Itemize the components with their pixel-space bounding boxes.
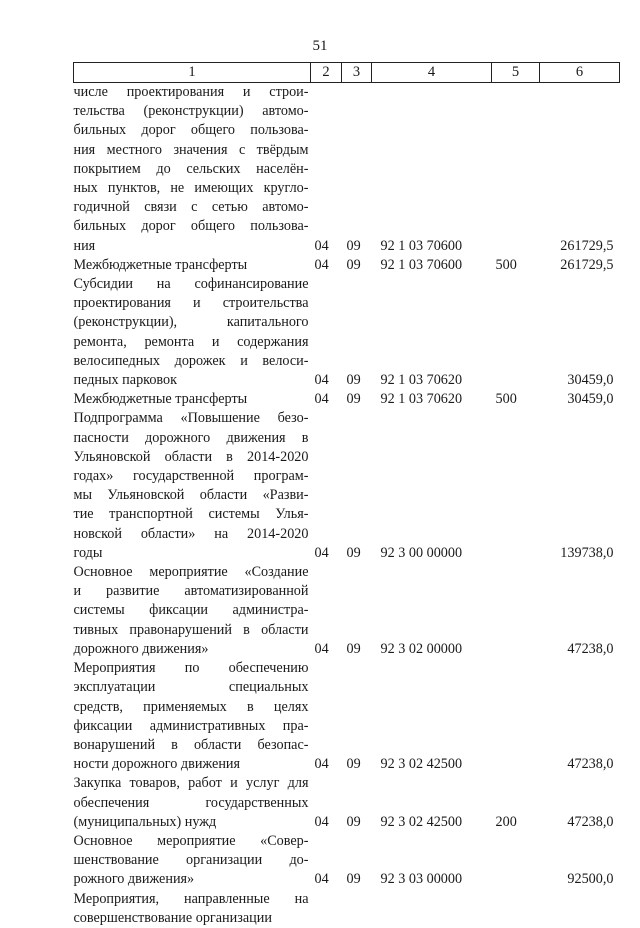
row-name-line: новской области» на 2014-2020 (73, 525, 309, 542)
row-name-line: годичной связи с сетью автомо- (73, 199, 309, 216)
row-name-line: фиксации административных пра- (73, 717, 309, 734)
section-code: 04 (314, 640, 329, 657)
row-name-line: числе проектирования и строи- (73, 84, 309, 100)
row-name-line: системы фиксации администра- (73, 602, 309, 619)
expense-type-code: 200 (495, 813, 517, 830)
amount: 261729,5 (560, 237, 614, 254)
row-name-line: тельства (реконструкции) автомо- (73, 103, 309, 120)
row-name-line: тие транспортной системы Улья- (73, 506, 309, 523)
row-name-line: тивных правонарушений в области (73, 621, 309, 638)
row-name-line: пасности дорожного движения в (73, 429, 309, 446)
subsection-code: 09 (346, 372, 361, 389)
section-code: 04 (314, 237, 329, 254)
row-name-line: Закупка товаров, работ и услуг для (73, 775, 309, 792)
row-name (74, 774, 311, 832)
row-name (74, 275, 311, 390)
amount: 139738,0 (560, 544, 614, 561)
row-name-line: ния местного значения с твёрдым (73, 141, 309, 158)
row-name-line: (муниципальных) нужд (73, 813, 217, 830)
table-row (74, 774, 620, 832)
row-name-line: педных парковок (73, 372, 178, 389)
amount: 47238,0 (567, 756, 614, 773)
row-name (74, 390, 311, 409)
row-name-line: ния (73, 237, 96, 254)
amount (540, 890, 620, 928)
target-article-code: 92 3 02 42500 (380, 813, 463, 830)
subsection-code: 09 (346, 871, 361, 888)
header-col-3: 3 (342, 63, 372, 83)
subsection-code: 09 (346, 756, 361, 773)
amount: 261729,5 (560, 256, 614, 273)
target-article-code: 92 1 03 70600 (380, 237, 463, 254)
row-name-line: эксплуатации специальных (73, 679, 309, 696)
header-col-1: 1 (74, 63, 311, 83)
subsection-code (342, 890, 372, 928)
amount: 30459,0 (567, 391, 614, 408)
target-article-code: 92 1 03 70620 (380, 372, 463, 389)
row-name-line: обеспечения государственных (73, 794, 309, 811)
budget-table (73, 62, 620, 928)
header-col-6: 6 (540, 63, 620, 83)
row-name-line: проектирования и строительства (73, 295, 309, 312)
header-col-5: 5 (492, 63, 540, 83)
row-name-line: Межбюджетные трансферты (73, 391, 248, 408)
row-name-line: бильных дорог общего пользова- (73, 122, 309, 139)
table-body (74, 83, 620, 928)
expense-type-code (492, 275, 540, 390)
row-name-line: Мероприятия по обеспечению (73, 660, 309, 677)
table-row (74, 256, 620, 275)
row-name-line: велосипедных дорожек и велоси- (73, 352, 309, 369)
row-name (74, 256, 311, 275)
row-name-line: дорожного движения» (73, 640, 209, 657)
amount: 30459,0 (567, 372, 614, 389)
row-name-line: средств, применяемых в целях (73, 698, 309, 715)
row-name-line: бильных дорог общего пользова- (73, 218, 309, 235)
target-article-code: 92 3 02 00000 (380, 640, 463, 657)
row-name-line: Мероприятия, направленные на (73, 890, 309, 907)
row-name-line: ных пунктов, не имеющих кругло- (73, 180, 309, 197)
subsection-code: 09 (346, 256, 361, 273)
row-name-line: совершенствование организации (73, 909, 272, 926)
row-name (74, 659, 311, 774)
header-col-4: 4 (372, 63, 492, 83)
target-article-code: 92 3 00 00000 (380, 544, 463, 561)
expense-type-code (492, 563, 540, 659)
subsection-code: 09 (346, 544, 361, 561)
table-row (74, 563, 620, 659)
table-row (74, 890, 620, 928)
table-row (74, 659, 620, 774)
row-name (74, 563, 311, 659)
section-code: 04 (314, 391, 329, 408)
table-row (74, 409, 620, 563)
row-name-line: Подпрограмма «Повышение безо- (73, 410, 309, 427)
row-name-line: Основное мероприятие «Создание (73, 564, 309, 581)
page-number: 51 (312, 38, 328, 54)
table-header-row (74, 63, 620, 83)
row-name (74, 83, 311, 256)
table-row (74, 390, 620, 409)
row-name (74, 832, 311, 890)
row-name-line: ности дорожного движения (73, 756, 241, 773)
row-name-line: годы (73, 544, 103, 561)
row-name-line: (реконструкции), капитального (73, 314, 309, 331)
subsection-code: 09 (346, 237, 361, 254)
section-code: 04 (314, 871, 329, 888)
table-row (74, 832, 620, 890)
row-name-line: и развитие автоматизированной (73, 583, 309, 600)
amount: 47238,0 (567, 813, 614, 830)
row-name-line: годах» государственной програм- (73, 468, 309, 485)
section-code: 04 (314, 372, 329, 389)
row-name-line: вонарушений в области безопас- (73, 736, 309, 753)
table-row (74, 275, 620, 390)
row-name-line: шенствование организации до- (73, 852, 309, 869)
expense-type-code (492, 83, 540, 256)
section-code: 04 (314, 813, 329, 830)
subsection-code: 09 (346, 813, 361, 830)
expense-type-code: 500 (495, 256, 517, 273)
row-name-line: ремонта, ремонта и содержания (73, 333, 309, 350)
target-article-code: 92 3 03 00000 (380, 871, 463, 888)
expense-type-code (492, 890, 540, 928)
amount: 47238,0 (567, 640, 614, 657)
expense-type-code (492, 409, 540, 563)
expense-type-code (492, 832, 540, 890)
target-article-code: 92 1 03 70600 (380, 256, 463, 273)
section-code: 04 (314, 256, 329, 273)
row-name-line: Ульяновской области в 2014-2020 (73, 448, 309, 465)
row-name (74, 409, 311, 563)
target-article-code (372, 890, 492, 928)
row-name-line: Основное мероприятие «Совер- (73, 832, 309, 849)
header-col-2: 2 (311, 63, 342, 83)
amount: 92500,0 (567, 871, 614, 888)
row-name-line: мы Ульяновской области «Разви- (73, 487, 309, 504)
target-article-code: 92 1 03 70620 (380, 391, 463, 408)
row-name-line: Межбюджетные трансферты (73, 256, 248, 273)
subsection-code: 09 (346, 391, 361, 408)
section-code: 04 (314, 544, 329, 561)
section-code (311, 890, 342, 928)
target-article-code: 92 3 02 42500 (380, 756, 463, 773)
section-code: 04 (314, 756, 329, 773)
subsection-code: 09 (346, 640, 361, 657)
row-name (74, 890, 311, 928)
expense-type-code (492, 659, 540, 774)
table-row (74, 83, 620, 256)
row-name-line: Субсидии на софинансирование (73, 276, 309, 293)
row-name-line: покрытием до сельских населён- (73, 160, 309, 177)
expense-type-code: 500 (495, 391, 517, 408)
row-name-line: рожного движения» (73, 871, 195, 888)
